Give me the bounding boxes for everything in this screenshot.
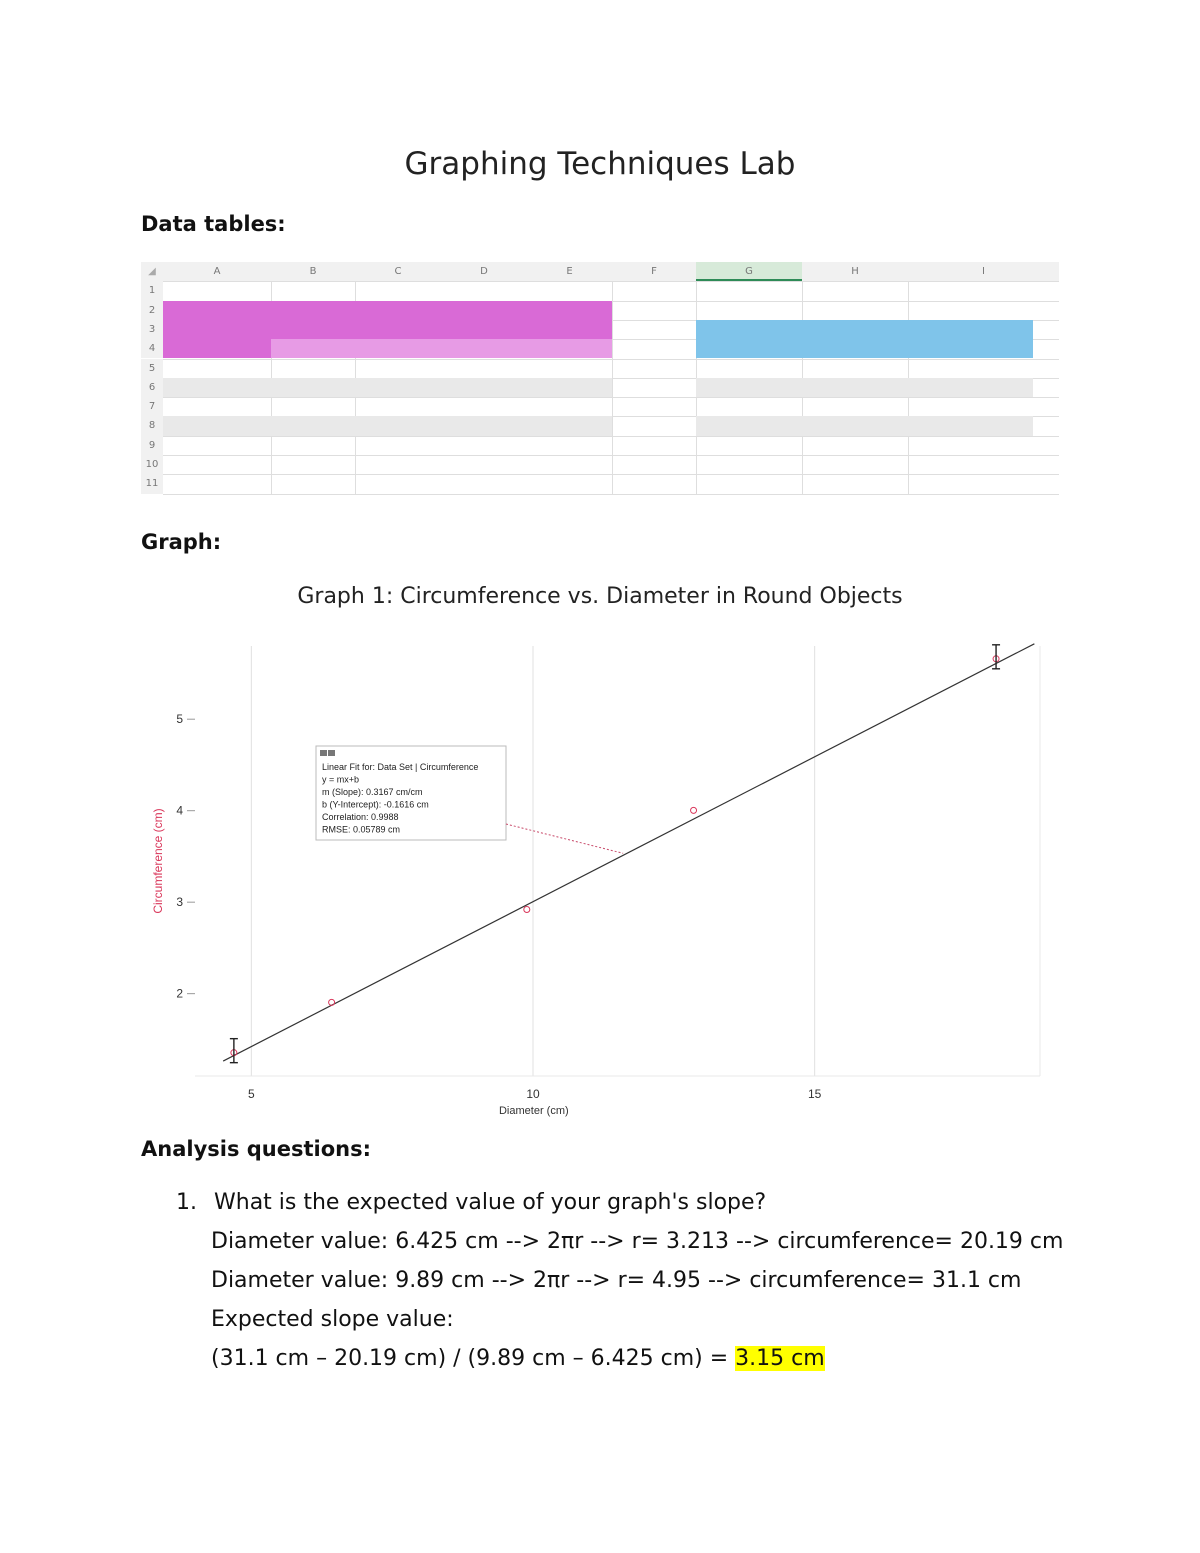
question-1 [176, 1190, 766, 1215]
circ-trial1 [441, 378, 527, 397]
table1-title [163, 281, 612, 300]
fit-box-leader [506, 824, 623, 853]
scatter-chart [140, 636, 1060, 1126]
row-number: 11 [141, 474, 163, 493]
t2-avg-d-1 [802, 320, 908, 339]
row-number: 3 [141, 320, 163, 339]
answer-line-1: Diameter value: 6.425 cm --> 2πr --> r= 3.213 --> circumference= 20.19 cm [211, 1229, 1064, 1254]
row-number: 5 [141, 359, 163, 378]
answer-line-2: Diameter value: 9.89 cm --> 2πr --> r= 4.95 --> circumference= 31.1 cm [211, 1268, 1022, 1293]
diameter-header [271, 301, 441, 320]
fit-box-line: Linear Fit for: Data Set | Circumference [322, 762, 479, 772]
diameter-trial2 [355, 378, 441, 397]
t2-avg-circumference [908, 416, 1033, 435]
diameter-trial1 [271, 397, 355, 416]
t2-object-name [696, 378, 802, 397]
t2-avg-c-2 [908, 339, 1033, 358]
row-number: 10 [141, 455, 163, 474]
x-tick-label: 5 [247, 1087, 255, 1101]
column-header: F [612, 262, 696, 281]
column-header: E [527, 262, 612, 281]
heading-data-tables: Data tables: [141, 212, 286, 236]
fit-box-line: b (Y-Intercept): -0.1616 cm [322, 799, 429, 810]
circ-trial1 [441, 436, 527, 455]
t2-avg-diameter [802, 359, 908, 378]
slope-result: 3.15 cm [735, 1346, 825, 1371]
circ-trial1 [441, 416, 527, 435]
fit-box-line: Correlation: 0.9988 [322, 812, 399, 822]
column-header: A [163, 262, 271, 281]
diameter-uncertainty [271, 320, 441, 339]
grid-line [612, 281, 613, 493]
column-header: G [696, 262, 802, 281]
object-name [163, 397, 271, 416]
row-number: 9 [141, 436, 163, 455]
diameter-trial2 [355, 397, 441, 416]
data-point [329, 999, 335, 1005]
slope-calculation: (31.1 cm – 20.19 cm) / (9.89 cm – 6.425 cm) = [211, 1346, 736, 1371]
grid-line [163, 455, 1059, 456]
diameter-trial1 [271, 378, 355, 397]
column-header: H [802, 262, 908, 281]
fit-line [223, 644, 1034, 1061]
row-number: 7 [141, 397, 163, 416]
diameter-trial2 [355, 416, 441, 435]
diameter-trial1 [271, 416, 355, 435]
t2-object-name [696, 397, 802, 416]
column-header: B [271, 262, 355, 281]
t2-avg-circumference [908, 436, 1033, 455]
fit-box-icon [328, 750, 335, 756]
diameter-trial2 [355, 436, 441, 455]
row-number: 1 [141, 281, 163, 300]
col-trial [441, 339, 527, 358]
answer-line-4 [211, 1346, 825, 1371]
t2-col-object [696, 339, 802, 358]
question-text: What is the expected value of your graph's slope? [214, 1190, 767, 1215]
fit-box-line: m (Slope): 0.3167 cm/cm [322, 787, 423, 797]
t2-avg-c-1 [908, 320, 1033, 339]
circ-trial2 [527, 378, 612, 397]
col-trial [271, 339, 355, 358]
x-axis-label: Diameter (cm) [498, 1105, 569, 1117]
circ-trial2 [527, 359, 612, 378]
col-trial [527, 339, 612, 358]
data-point [524, 906, 530, 912]
sheet-corner: ◢ [141, 262, 163, 281]
t2-avg-diameter [802, 397, 908, 416]
graph-title: Graph 1: Circumference vs. Diameter in Round Objects [297, 584, 903, 609]
circ-trial2 [527, 436, 612, 455]
heading-graph: Graph: [141, 530, 222, 554]
heading-analysis: Analysis questions: [141, 1137, 372, 1161]
spreadsheet [141, 262, 1059, 502]
circ-trial1 [441, 397, 527, 416]
t2-avg-d-2 [802, 339, 908, 358]
grid-line [163, 494, 1059, 495]
grid-line [163, 474, 1059, 475]
t2-avg-circumference [908, 359, 1033, 378]
col-trial [355, 339, 441, 358]
row-number: 6 [141, 378, 163, 397]
object-name [163, 359, 271, 378]
fit-box-icon [320, 750, 327, 756]
question-number: 1. [176, 1190, 197, 1215]
y-tick-label: 3 [176, 895, 183, 910]
t2-object-name [696, 359, 802, 378]
x-tick-label: 10 [526, 1087, 540, 1101]
row-number: 2 [141, 301, 163, 320]
circ-trial2 [527, 416, 612, 435]
y-axis-label: Circumference (cm) [151, 808, 165, 914]
circumference-uncertainty [441, 320, 612, 339]
row-number: 8 [141, 416, 163, 435]
document-title: Graphing Techniques Lab [404, 146, 796, 182]
t2-avg-diameter [802, 436, 908, 455]
diameter-trial1 [271, 359, 355, 378]
y-tick-label: 4 [176, 803, 183, 818]
t2-object-name [696, 436, 802, 455]
t2-avg-circumference [908, 397, 1033, 416]
column-header: D [441, 262, 527, 281]
fit-box-line: y = mx+b [322, 774, 360, 785]
circ-trial2 [527, 397, 612, 416]
t2-object-name [696, 416, 802, 435]
circumference-header [441, 301, 612, 320]
fit-box-line: RMSE: 0.05789 cm [322, 824, 401, 835]
column-header: C [355, 262, 441, 281]
y-tick-label: 5 [176, 712, 183, 727]
object-name [163, 436, 271, 455]
x-tick-label: 15 [807, 1087, 822, 1101]
row-number: 4 [141, 339, 163, 358]
y-tick-label: 2 [176, 986, 183, 1001]
t2-avg-diameter [802, 378, 908, 397]
col-object [163, 339, 271, 358]
answer-line-3: Expected slope value: [211, 1307, 454, 1332]
object-name [163, 378, 271, 397]
circ-trial1 [441, 359, 527, 378]
diameter-trial1 [271, 436, 355, 455]
column-header: I [908, 262, 1059, 281]
object-name [163, 416, 271, 435]
t2-avg-circumference [908, 378, 1033, 397]
diameter-trial2 [355, 359, 441, 378]
data-point [691, 807, 697, 813]
t2-avg-diameter [802, 416, 908, 435]
